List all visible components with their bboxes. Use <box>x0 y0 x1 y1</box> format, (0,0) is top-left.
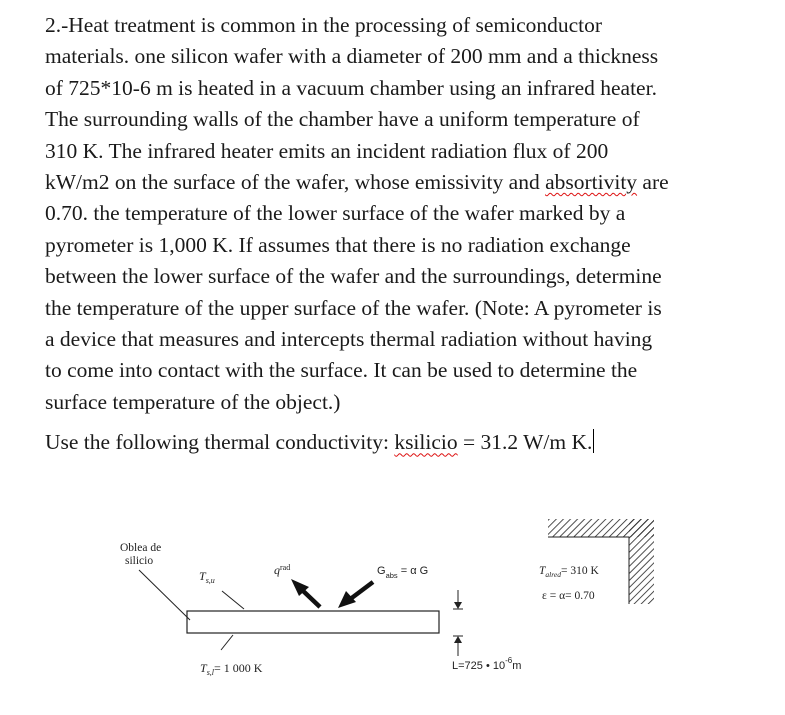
upper-temp-leader <box>222 591 244 609</box>
problem-line: surface temperature of the object.) <box>45 389 341 414</box>
silicon-wafer <box>187 611 439 633</box>
wall-temp-label: $T_{alred}= 310$ K <box>539 565 599 579</box>
thickness-label: L=725 • $10^{-6}m$ <box>452 656 522 672</box>
problem-line: 0.70. the temperature of the lower surface of the wafer marked by a <box>45 201 626 226</box>
problem-line: of 725*10-6 m is heated in a vacuum chamber using an infrared heater. <box>45 75 657 100</box>
wafer-label: Oblea de silicio <box>120 542 162 567</box>
problem-line: to come into contact with the surface. It can be used to determine the <box>45 358 638 383</box>
problem-line: The surrounding walls of the chamber have a uniform temperature of <box>45 107 640 132</box>
problem-line: materials. one silicon wafer with a diameter of 200 mm and a thickness <box>45 44 659 69</box>
problem-line: pyrometer is 1,000 K. If assumes that there is no radiation exchange <box>45 232 631 257</box>
problem-line: 310 K. The infrared heater emits an incident radiation flux of 200 <box>45 138 609 163</box>
emitted-radiation-arrow <box>291 579 320 607</box>
problem-line: 2.-Heat treatment is common in the processing of semiconductor <box>45 13 603 37</box>
absorbed-irradiation-label: $G_{abs} = \alpha$ G <box>377 565 429 580</box>
problem-line: between the lower surface of the wafer and the surroundings, determine <box>45 264 662 289</box>
upper-surface-temp-label: $T_{s,u}$ <box>199 569 215 585</box>
radiation-flux-label: $q^{rad}$ <box>274 563 291 577</box>
spellcheck-flagged-word[interactable]: absortivity <box>545 170 638 195</box>
emissivity-label: ε = α= 0.70 <box>542 590 595 602</box>
absorbed-radiation-arrow <box>338 582 373 608</box>
thickness-dimension <box>453 590 463 656</box>
problem-line: a device that measures and intercepts thermal radiation without having <box>45 327 653 352</box>
lower-surface-temp-label: $T_{s,l}= 1$ 000 K <box>200 661 263 677</box>
problem-line: kW/m2 on the surface of the wafer, whose emissivity and absortivity are <box>45 170 669 195</box>
conductivity-paragraph[interactable]: Use the following thermal conductivity: ksilicio = 31.2 W/m K. <box>45 430 593 455</box>
problem-line: the temperature of the upper surface of the wafer. (Note: A pyrometer is <box>45 295 662 320</box>
wafer-label-leader <box>139 570 190 620</box>
lower-temp-leader <box>221 635 233 650</box>
spellcheck-flagged-word[interactable]: ksilicio <box>394 430 458 455</box>
